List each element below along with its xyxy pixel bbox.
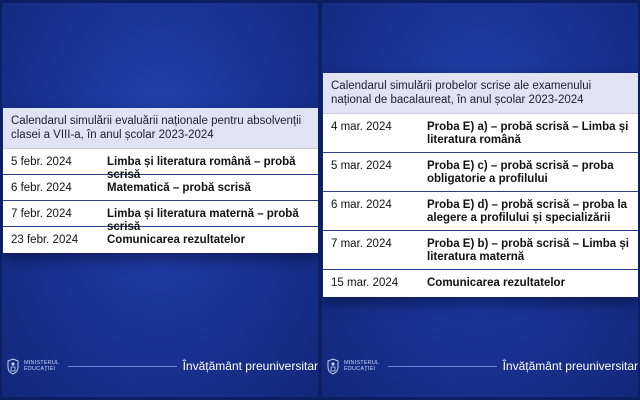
coat-of-arms-icon bbox=[325, 357, 341, 375]
row-event: Proba E) d) – probă scrisă – proba la alegere a profilului și specializării bbox=[427, 199, 628, 224]
ministry-logo-text: MINISTERUL EDUCAȚIEI bbox=[344, 360, 380, 372]
row-date: 7 mar. 2024 bbox=[331, 238, 392, 250]
row-date: 7 febr. 2024 bbox=[11, 208, 72, 220]
footer bbox=[322, 353, 638, 379]
card-header: Calendarul simulării probelor scrise ale examenului național de bacalaureat, în anul școlar 2023-2024 bbox=[323, 73, 638, 114]
row-date: 15 mar. 2024 bbox=[331, 277, 399, 289]
table-row bbox=[3, 201, 318, 233]
row-event: Proba E) c) – probă scrisă – proba obligatorie a profilului bbox=[427, 160, 614, 185]
table-row bbox=[3, 149, 318, 181]
left-panel bbox=[2, 3, 318, 397]
row-date: 23 febr. 2024 bbox=[11, 234, 79, 246]
table-row bbox=[323, 153, 638, 192]
coat-of-arms-icon bbox=[5, 357, 21, 375]
row-event: Matematică – probă scrisă bbox=[107, 182, 251, 194]
footer-tagline: Învățământ preuniversitar bbox=[182, 359, 318, 373]
row-date: 6 febr. 2024 bbox=[11, 182, 72, 194]
evaluation-calendar-card bbox=[3, 108, 318, 253]
card-header: Calendarul simulării evaluării naționale pentru absolvenții clasei a VIII-a, în anul școlar 2023-2024 bbox=[3, 108, 318, 149]
footer-divider bbox=[68, 366, 177, 367]
footer-tagline: Învățământ preuniversitar bbox=[502, 359, 638, 373]
row-event: Comunicarea rezultatelor bbox=[427, 277, 566, 289]
footer-divider bbox=[388, 366, 497, 367]
table-row bbox=[323, 114, 638, 153]
footer bbox=[2, 353, 318, 379]
row-event: Proba E) a) – probă scrisă – Limba și literatura română bbox=[427, 121, 629, 146]
table-row bbox=[323, 231, 638, 270]
row-event: Limba și literatura maternă – probă scrisă bbox=[107, 208, 299, 233]
row-date: 6 mar. 2024 bbox=[331, 199, 392, 211]
row-date: 4 mar. 2024 bbox=[331, 121, 392, 133]
row-event: Limba și literatura română – probă scrisă bbox=[107, 156, 296, 181]
row-date: 5 febr. 2024 bbox=[11, 156, 72, 168]
baccalaureate-calendar-card bbox=[323, 73, 638, 297]
table-row bbox=[323, 270, 638, 297]
table-row bbox=[323, 192, 638, 231]
row-event: Proba E) b) – probă scrisă – Limba și literatura maternă bbox=[427, 238, 629, 263]
row-date: 5 mar. 2024 bbox=[331, 160, 392, 172]
row-event: Comunicarea rezultatelor bbox=[107, 234, 246, 246]
ministry-logo-text: MINISTERUL EDUCAȚIEI bbox=[24, 360, 60, 372]
right-panel bbox=[322, 3, 638, 397]
